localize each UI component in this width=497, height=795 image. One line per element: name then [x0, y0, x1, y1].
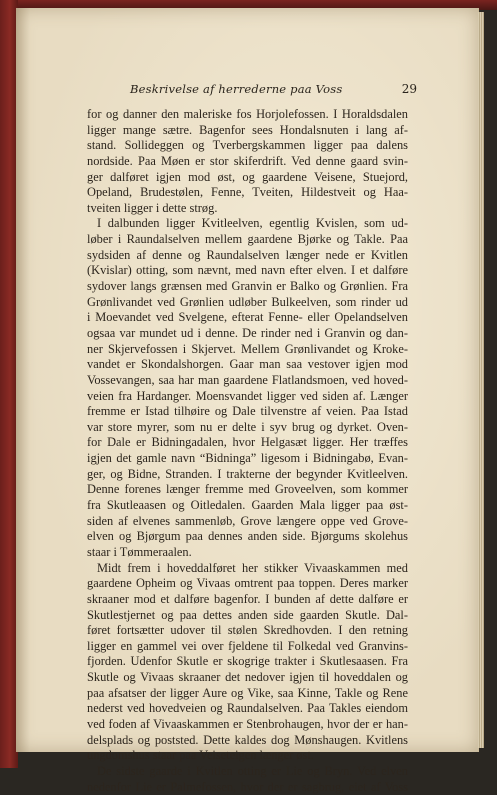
text-line: Grønlivandet ved Grønlien udløber Bulkeelven, som rinder ud: [87, 294, 408, 309]
text-line: føret fortsætter udover til stølen Skredhovden. I den retning: [87, 623, 408, 638]
text-line: ner Skjervefossen i Skjervet. Mellem Grønlivandet og Kroke-: [87, 341, 408, 356]
text-line: fremme er Istad tilhøire og Dale tilvenstre af veien. Paa Istad: [87, 404, 408, 419]
text-line: staar i Tømmeraalen.: [87, 544, 192, 559]
text-line: (Kvislar) otting, som nævnt, med navn efter elven. I et dalføre: [87, 263, 408, 278]
text-line: I dalbunden ligger Kvitleelven, egentlig Kvislen, som ud-: [97, 216, 408, 231]
text-line: fra Skutleaasen og Oitledalen. Gaarden Mala ligger paa øst-: [87, 498, 408, 513]
text-line: Midt frem i hoveddalføret her stikker Vivaaskammen med: [97, 560, 408, 575]
text-line: vandet er Skondalshorgen. Gaar man saa vestover igjen mod: [87, 357, 408, 372]
text-line: paa afsatser der ligger Aure og Vike, saa Kinne, Takle og Rene: [87, 685, 408, 700]
body-text: [87, 107, 408, 795]
text-line: De sidste gaarde i Kvitlen otting er Lie og Bryn. Ved elven: [97, 763, 408, 778]
page-number: 29: [401, 82, 417, 96]
text-line: sydsiden af denne og Raundalselven længer nede er Kvitlen: [87, 247, 408, 262]
text-line: ved foden af Vivaaskammen er Stenbrohaugen, hvor der er han-: [87, 716, 408, 731]
text-line: ogsaa var mundet ud i denne. De rinder ned i Granvin og dan-: [87, 325, 408, 340]
text-line: ligger mange sætre. Bagenfor sees Hondalsnuten i lang af-: [87, 122, 408, 137]
text-line: stand. Sollideggen og Tverbergskammen ligger paa dalens: [87, 138, 408, 153]
text-line: for og danner den maleriske fos Horjolefossen. I Horaldsdalen: [87, 107, 408, 121]
text-line: gaardene Opheim og Vivaas omtrent paa toppen. Deres marker: [87, 576, 408, 591]
text-line: løber i Raundalselven mellem gaardene Bjørke og Takle. Paa: [87, 232, 408, 247]
text-line: fjorden. Udenfor Skutle er skogrige trakter i Skutlesaasen. Fra: [87, 654, 408, 669]
text-line: igjen det gamle navn “Bidninga” ligesom i Bidningabø, Evan-: [87, 451, 408, 466]
text-line: nordside. Paa Møen er stor skiferdrift. Ved denne gaard svin-: [87, 153, 408, 168]
text-line: elven og Bjørgum paa dennes anden side. Bjørgums skolehus: [87, 529, 408, 544]
text-line: ligger en gammel vei over fjeldene til Folkedal ved Granvins-: [87, 638, 408, 653]
running-header: Beskrivelse af herrederne paa Voss: [130, 82, 343, 96]
text-line: for Dale er Bidningadalen, hvor Helgasæt ligger. Her træffes: [87, 435, 408, 450]
text-line: Vossevangen, saa har man gaardene Flatlandsmoen, ved hoved-: [87, 372, 408, 387]
text-line: Denne forenes længer fremme med Groveelven, som kommer: [87, 482, 408, 497]
text-line: nederst ved hovedveien og Raundalselven. Paa Takles eiendom: [87, 701, 408, 716]
text-line: Skutle og Vivaas skraaner det nedover igjen til hoveddalen og: [87, 670, 408, 685]
text-line: tveiten ligger i dette strøg.: [87, 200, 218, 215]
text-line: ger dalføret igjen mod øst, og gaardene Veisene, Stuejord,: [87, 169, 408, 184]
text-line: nedenfor Lie er Palmefossen, hvor der er sagbrug, eiet af Voss: [87, 779, 408, 794]
text-line: delsplads og poststed. Dette kaldes dog Mønshaugen. Kvitlens: [87, 732, 408, 747]
page-edges: [478, 12, 484, 748]
text-line: var store myrer, som nu er delte i syv brug og dyrket. Oven-: [87, 419, 408, 434]
text-line: ungdomshus staar paa Veiseteigen længer øst.: [87, 748, 314, 763]
text-line: Opeland, Brudestølen, Fenne, Tveiten, Hildestveit og Haa-: [87, 185, 408, 200]
text-line: skraaner mod et dalføre bagenfor. I bunden af dette dalføre er: [87, 591, 408, 606]
text-line: Skutlestjernet og paa dettes anden side gaarden Skutle. Dal-: [87, 607, 408, 622]
text-line: i Moevandet ved Svelgene, efterat Fenne- eller Opelandselven: [87, 310, 408, 325]
text-line: ger, og Bidne, Stranden. I trakterne der begynder Kvitleelven.: [87, 466, 408, 481]
text-line: veien fra Hardanger. Moensvandet ligger ved siden af. Længer: [87, 388, 408, 403]
text-line: siden af elvenes sammenløb, Grove længere oppe ved Grove-: [87, 513, 408, 528]
text-line: sydover langs grænsen med Granvin er Balko og Grønlien. Fra: [87, 279, 408, 294]
